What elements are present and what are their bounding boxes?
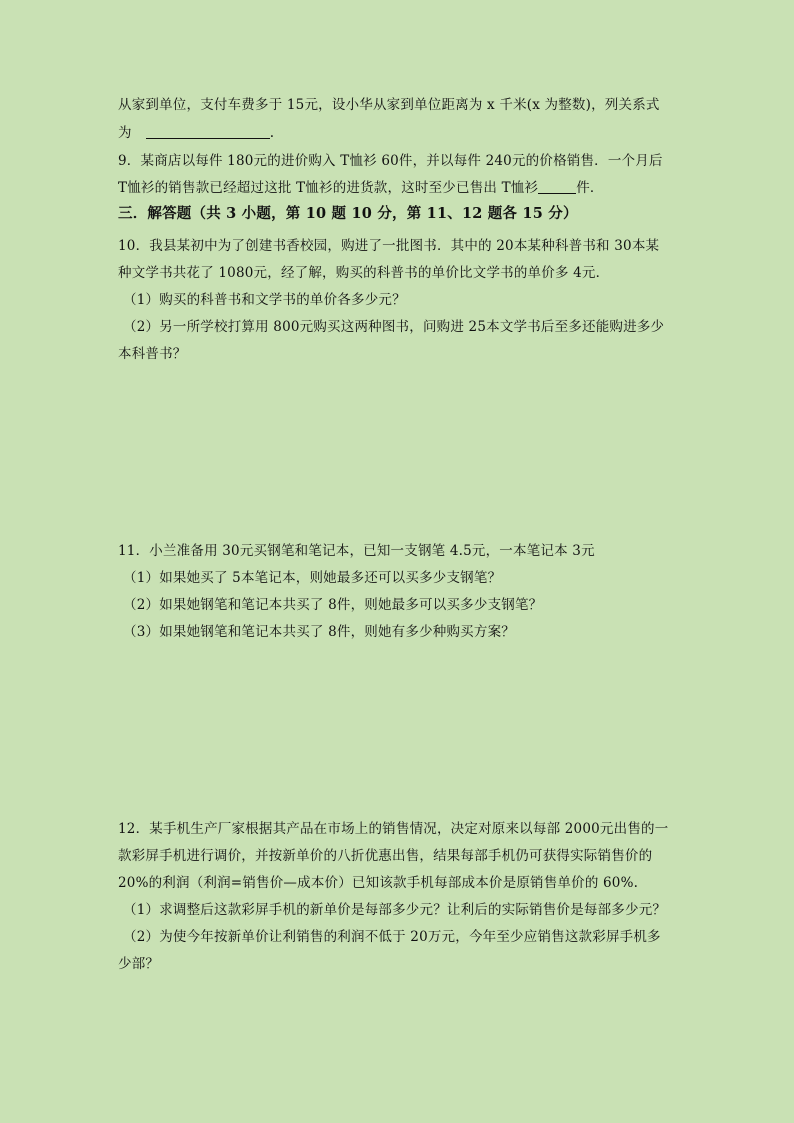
q11-part-3: （3）如果她钢笔和笔记本共买了 8件，则她有多少种购买方案？ <box>123 624 515 640</box>
q8-line-2-suffix: . <box>269 125 275 141</box>
q8-line-2-prefix: 为 <box>118 125 132 141</box>
q10-line-1: 10．我县某初中为了创建书香校园，购进了一批图书．其中的 20本某种科普书和 30本某 <box>118 238 660 254</box>
q8-answer-blank[interactable] <box>146 124 270 139</box>
q9-line-2-suffix: 件． <box>576 180 604 196</box>
q10-line-2: 种文学书共花了 1080元，经了解，购买的科普书的单价比文学书的单价多 4元． <box>118 265 610 281</box>
q9-line-1: 9．某商店以每件 180元的进价购入 T恤衫 60件，并以每件 240元的价格销售．一个月后 <box>118 153 663 169</box>
q9-line-2-prefix: T恤衫的销售款已经超过这批 T恤衫的进货款，这时至少已售出 T恤衫 <box>118 180 539 196</box>
q12-line-2: 款彩屏手机进行调价，并按新单价的八折优惠出售，结果每部手机仍可获得实际销售价的 <box>118 848 653 864</box>
q12-part-2-line-1: （2）为使今年按新单价让利销售的利润不低于 20万元，今年至少应销售这款彩屏手机多 <box>123 929 661 945</box>
q12-line-1: 12．某手机生产厂家根据其产品在市场上的销售情况，决定对原来以每部 2000元出售的一 <box>118 821 669 837</box>
section-3-heading: 三．解答题（共 3 小题，第 10 题 10 分，第 11、12 题各 15 分） <box>118 205 578 222</box>
q11-part-2: （2）如果她钢笔和笔记本共买了 8件，则她最多可以买多少支钢笔？ <box>123 597 543 613</box>
q8-line-2 <box>118 124 274 142</box>
q8-line-1: 从家到单位，支付车费多于 15元，设小华从家到单位距离为 x 千米(x 为整数)，列关系式 <box>118 97 660 113</box>
q9-answer-blank[interactable] <box>538 179 576 194</box>
q10-part-2-line-1: （2）另一所学校打算用 800元购买这两种图书，问购进 25本文学书后至多还能购进多少 <box>123 319 665 335</box>
q11-line-1: 11．小兰准备用 30元买钢笔和笔记本，已知一支钢笔 4.5元，一本笔记本 3元 <box>118 543 595 559</box>
q12-part-2-line-2: 少部？ <box>118 956 160 972</box>
q12-part-1: （1）求调整后这款彩屏手机的新单价是每部多少元？让利后的实际销售价是每部多少元？ <box>123 902 667 918</box>
q12-line-3: 20%的利润（利润=销售价—成本价）已知该款手机每部成本价是原销售单价的 60%. <box>118 875 639 891</box>
q10-part-1: （1）购买的科普书和文学书的单价各多少元？ <box>123 292 406 308</box>
q9-line-2 <box>118 179 604 197</box>
q11-part-1: （1）如果她买了 5本笔记本，则她最多还可以买多少支钢笔？ <box>123 570 502 586</box>
q10-part-2-line-2: 本科普书？ <box>118 346 187 362</box>
